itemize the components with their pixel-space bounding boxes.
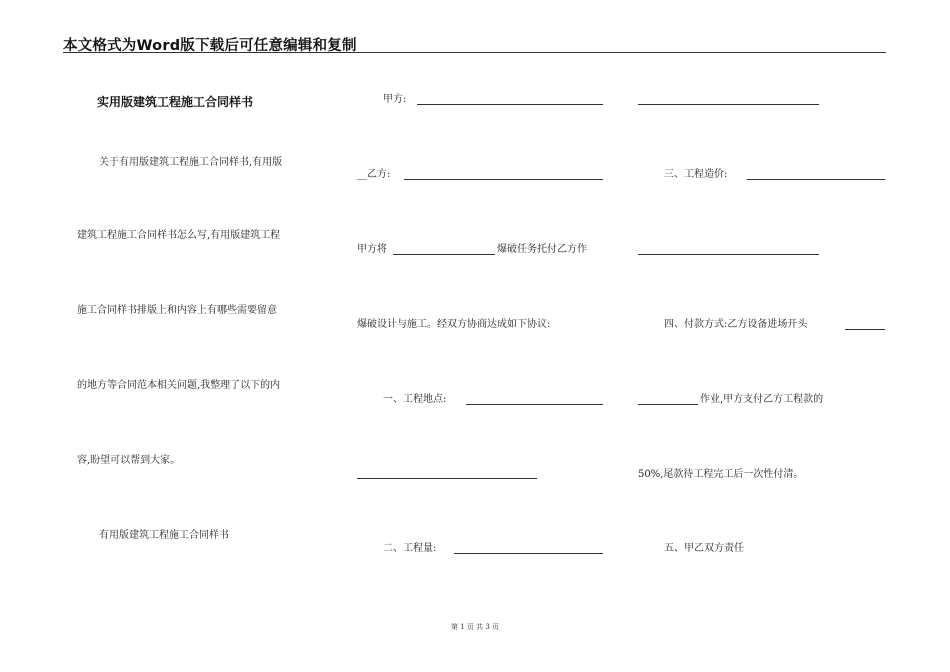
- intro-line-3: 施工合同样书排版上和内容上有哪些需要留意: [77, 305, 277, 316]
- intro-line-5: 容,盼望可以帮到大家。: [77, 455, 181, 466]
- document-title: 实用版建筑工程施工合同样书: [97, 95, 254, 109]
- location-label: 一、工程地点:: [383, 394, 447, 405]
- intro-line-1: 关于有用版建筑工程施工合同样书,有用版: [99, 157, 283, 168]
- intro-line-2: 建筑工程施工合同样书怎么写,有用版建筑工程: [77, 230, 281, 241]
- location-blank-2: [357, 478, 537, 479]
- payment-cont-blank: [638, 404, 698, 405]
- payment-blank: [845, 329, 885, 330]
- quantity-blank: [454, 553, 603, 554]
- payment-cont-line: 作业,甲方支付乙方工程款的: [700, 394, 824, 405]
- intro-line-4: 的地方等合同范本相关问题,我整理了以下的内: [77, 380, 281, 391]
- header-title: 本文格式为Word版下载后可任意编辑和复制: [63, 38, 357, 54]
- price-label: 三、工程造价:: [664, 169, 728, 180]
- agreement-line: 爆破设计与施工。经双方协商达成如下协议:: [357, 319, 551, 330]
- party-a-blank: [417, 104, 603, 105]
- entrust-blank: [393, 254, 495, 255]
- party-b-blank: [404, 179, 603, 180]
- header-divider: [63, 52, 886, 53]
- party-b-label: __乙方:: [357, 169, 391, 180]
- payment-line: 四、付款方式:乙方设备进场开头: [664, 319, 808, 330]
- contract-subtitle: 有用版建筑工程施工合同样书: [99, 530, 229, 541]
- page-number: 第 1 页 共 3 页: [450, 623, 500, 631]
- col3-blank-2: [638, 254, 819, 255]
- responsibility-heading: 五、甲乙双方责任: [664, 543, 744, 554]
- price-blank: [747, 179, 885, 180]
- location-blank: [466, 404, 603, 405]
- party-a-label: 甲方:: [383, 94, 407, 105]
- entrust-suffix: 爆破任务托付乙方作: [497, 244, 587, 255]
- balance-line: 50%,尾款待工程完工后一次性付清。: [638, 469, 804, 480]
- col3-blank-1: [638, 104, 819, 105]
- entrust-prefix: 甲方将: [357, 244, 387, 255]
- quantity-label: 二、工程量:: [383, 543, 437, 554]
